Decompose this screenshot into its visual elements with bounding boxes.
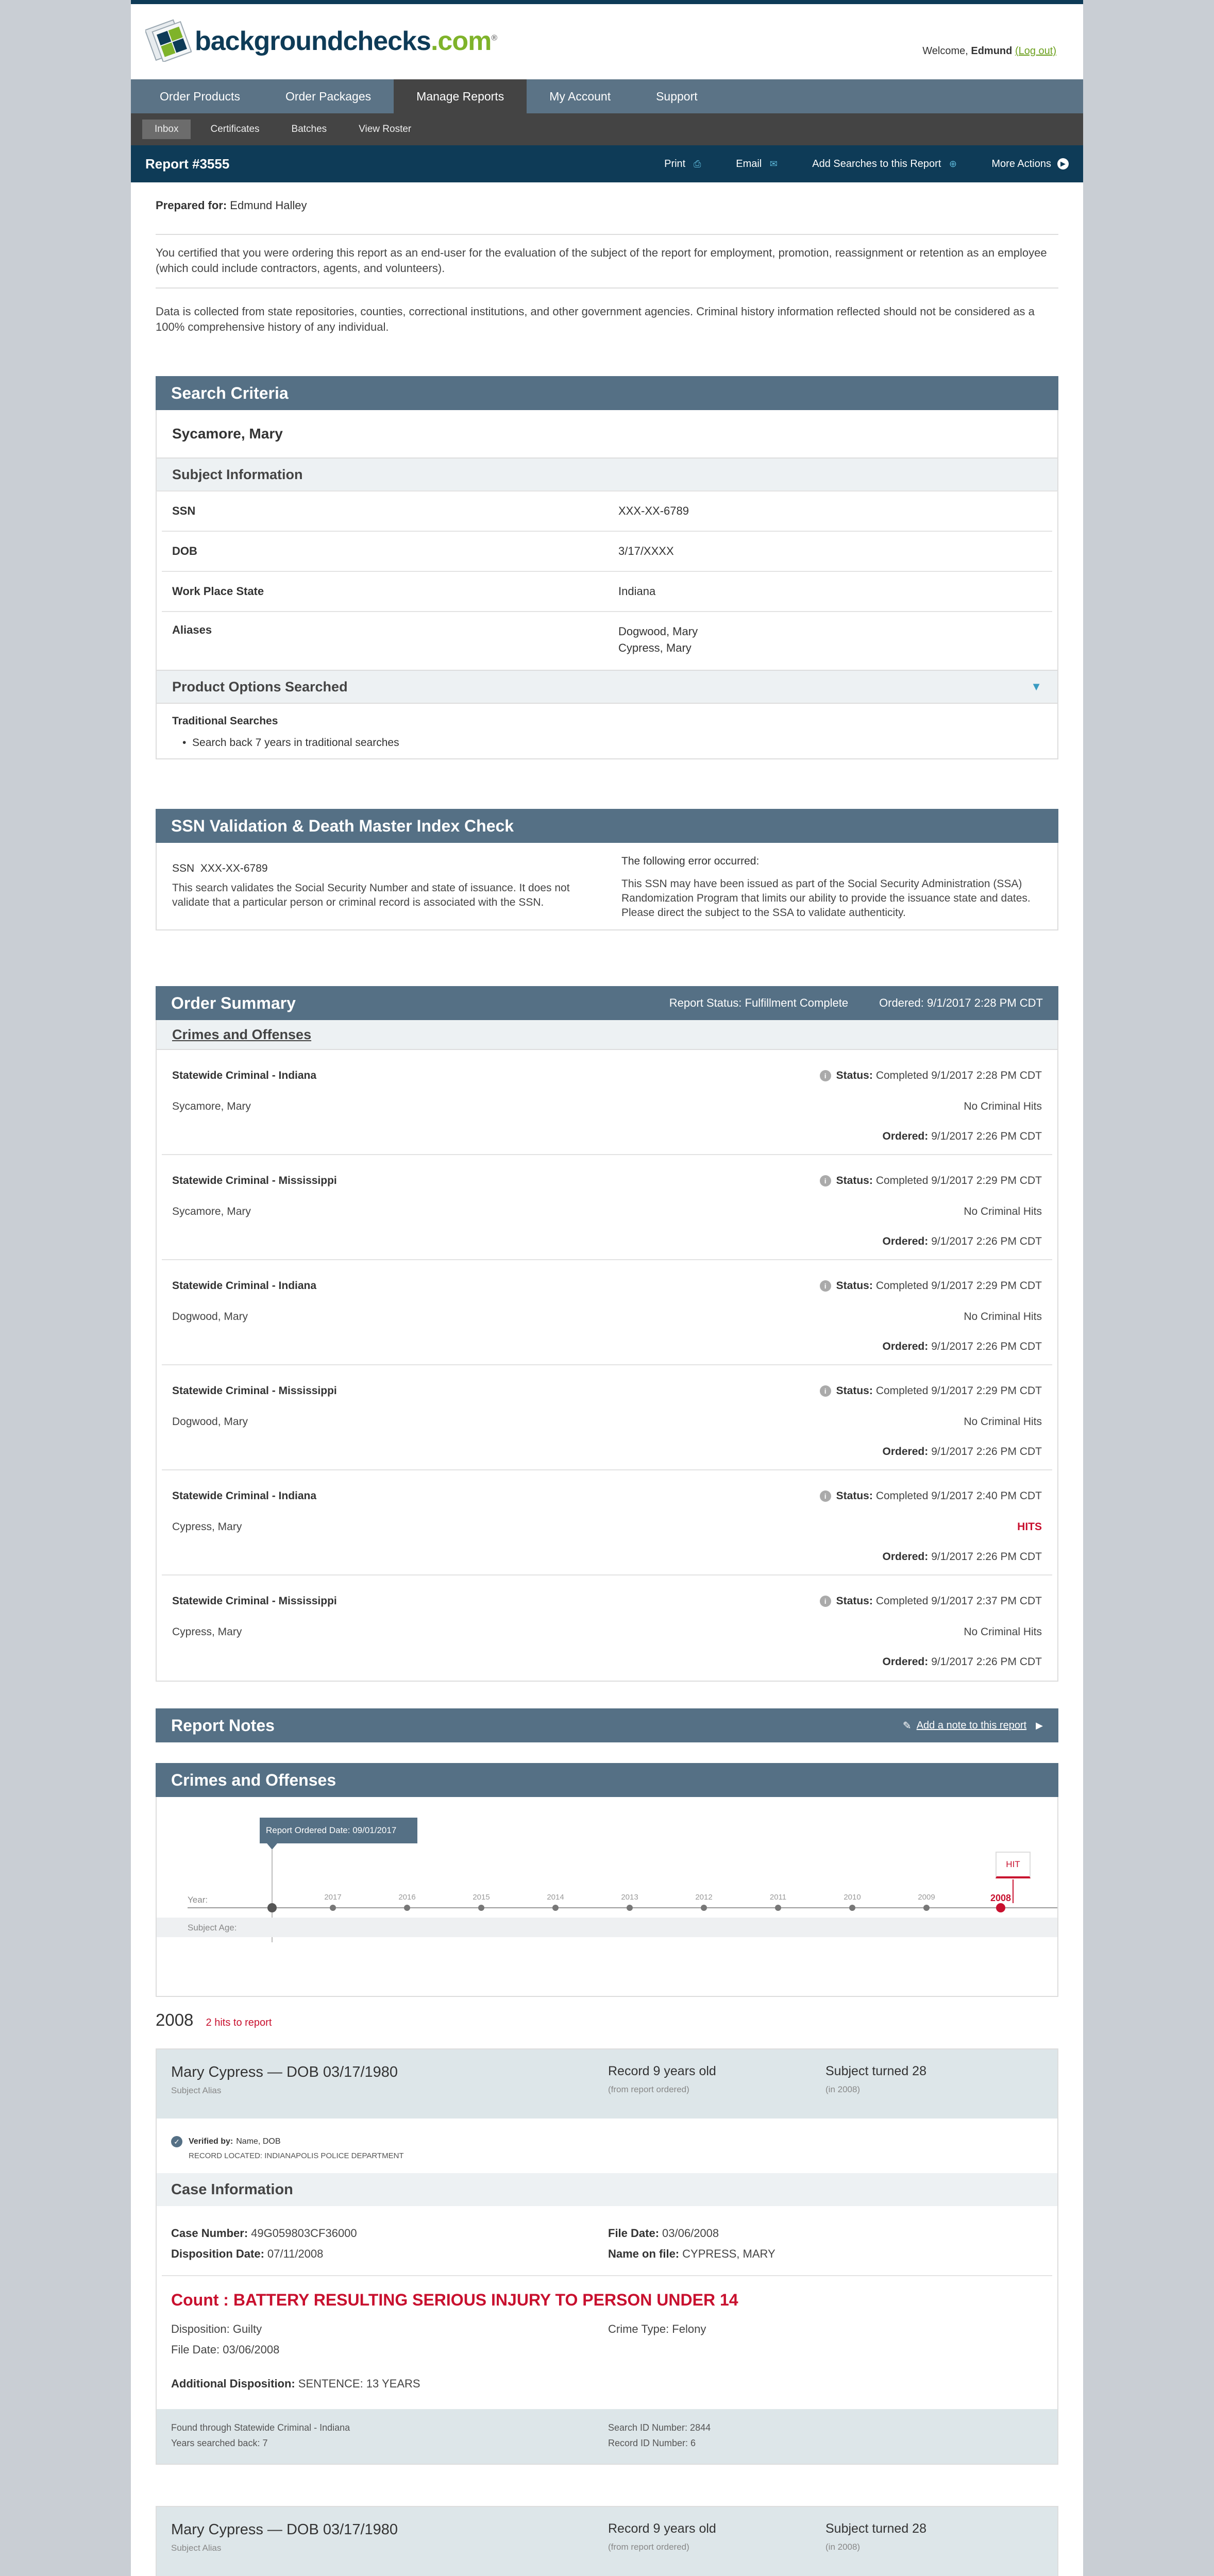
info-icon[interactable]: i — [820, 1385, 831, 1397]
year-label: Year: — [188, 1895, 208, 1905]
item-status — [820, 1175, 1042, 1187]
ssn-left — [172, 855, 621, 917]
hit-flag[interactable] — [996, 1852, 1031, 1878]
search-subject: Dogwood, Mary — [172, 1311, 248, 1323]
order-item[interactable] — [162, 1155, 1052, 1260]
info-icon[interactable]: i — [820, 1070, 831, 1081]
more-actions-label: More Actions — [991, 158, 1051, 170]
case-number-label: Case Number: — [171, 2227, 248, 2240]
order-item-list — [156, 1050, 1058, 1682]
order-summary-title: Order Summary — [171, 993, 296, 1012]
record-subject-alias: Subject Alias — [171, 2543, 222, 2553]
disposition: Disposition: Guilty — [171, 2323, 262, 2335]
subnav-view-roster[interactable]: View Roster — [359, 124, 412, 134]
year-tick-label: 2014 — [547, 1893, 564, 1902]
file-date-label: File Date: — [608, 2227, 660, 2240]
order-item[interactable] — [162, 1470, 1052, 1575]
status-label: Status: — [836, 1385, 873, 1397]
check-circle-icon: ✓ — [171, 2136, 182, 2147]
search-subject: Sycamore, Mary — [172, 1206, 251, 1217]
record-id: Record ID Number: 6 — [608, 2438, 696, 2448]
print-label: Print — [664, 158, 686, 170]
prepared-for — [156, 199, 1058, 212]
field-aliases — [162, 612, 1052, 670]
ssn-validation-heading: SSN Validation & Death Master Index Check — [156, 809, 1058, 843]
verified-by — [189, 2137, 281, 2146]
item-ordered — [883, 1130, 1042, 1143]
add-note-label: Add a note to this report — [916, 1719, 1027, 1731]
order-summary-heading — [156, 986, 1058, 1020]
alias-value: Cypress, Mary — [618, 641, 692, 654]
order-item[interactable] — [162, 1260, 1052, 1365]
ssn-description: This search validates the Social Security Number and state of issuance. It does not validate that a particular person or criminal record is associated with the SSN. — [172, 882, 570, 908]
tooltip-arrow — [267, 1843, 277, 1850]
subject-information-label: Subject Information — [172, 466, 303, 482]
disposition-date — [171, 2247, 323, 2261]
order-item[interactable] — [162, 1050, 1052, 1155]
search-name: Statewide Criminal - Mississippi — [172, 1385, 337, 1397]
years-searched-back: Years searched back: 7 — [171, 2438, 268, 2448]
brand-tld: .com — [430, 26, 492, 56]
ordered-value: 9/1/2017 2:26 PM CDT — [931, 1235, 1042, 1247]
top-line — [131, 0, 1083, 4]
product-options-toggle[interactable] — [156, 671, 1058, 704]
search-result: No Criminal Hits — [964, 1416, 1042, 1428]
subnav-batches[interactable]: Batches — [291, 124, 327, 134]
search-name: Statewide Criminal - Mississippi — [172, 1175, 337, 1187]
hit-flag-pole — [1013, 1879, 1014, 1903]
record-age-note: (from report ordered) — [608, 2084, 689, 2094]
hits-count: 2 hits to report — [206, 2017, 272, 2028]
timeline-chart — [156, 1797, 1058, 1997]
record-source — [157, 2409, 1057, 2464]
year-dot — [478, 1905, 484, 1911]
record-age: Record 9 years old — [608, 2521, 716, 2536]
name-on-file — [608, 2247, 775, 2261]
info-icon[interactable]: i — [820, 1490, 831, 1502]
report-ordered: Ordered: 9/1/2017 2:28 PM CDT — [879, 996, 1043, 1009]
preamble — [156, 199, 1058, 335]
year-tick-label: 2012 — [695, 1893, 713, 1902]
year-dot — [849, 1905, 855, 1911]
search-subject: Sycamore, Mary — [172, 1100, 251, 1112]
status-value: Completed 9/1/2017 2:40 PM CDT — [875, 1490, 1042, 1502]
status-value: Completed 9/1/2017 2:28 PM CDT — [875, 1070, 1042, 1081]
traditional-search-text: Search back 7 years in traditional searches — [192, 737, 399, 749]
nav-support[interactable]: Support — [656, 90, 698, 103]
item-status — [820, 1280, 1042, 1292]
email-button[interactable] — [736, 158, 779, 170]
field-label: SSN — [172, 504, 196, 517]
add-searches-label: Add Searches to this Report — [812, 158, 941, 170]
nav-order-packages[interactable]: Order Packages — [285, 90, 372, 103]
status-value: Completed 9/1/2017 2:29 PM CDT — [875, 1385, 1042, 1397]
logo-icon[interactable] — [145, 15, 192, 62]
disclaimer-certification: You certified that you were ordering this report as an end-user for the evaluation of the subject of the report for employment, promotion, reassignment or retention as an employee (which could include contractors, agents, and volunteers). — [156, 246, 1047, 275]
verified-label: Verified by: — [189, 2137, 233, 2146]
hit-year-dot[interactable] — [996, 1903, 1005, 1912]
criminal-record-card — [156, 2048, 1058, 2465]
subject-name: Sycamore, Mary — [172, 426, 283, 442]
ordered-value: 9/1/2017 2:26 PM CDT — [931, 1341, 1042, 1352]
record-subject-alias: Subject Alias — [171, 2086, 222, 2095]
search-name: Statewide Criminal - Indiana — [172, 1070, 317, 1081]
search-id: Search ID Number: 2844 — [608, 2422, 711, 2433]
year-dot — [775, 1905, 781, 1911]
field-value: XXX-XX-6789 — [618, 504, 689, 517]
subnav-inbox[interactable]: Inbox — [142, 120, 191, 139]
search-result: No Criminal Hits — [964, 1206, 1042, 1217]
order-item[interactable] — [162, 1575, 1052, 1681]
ordered-label: Ordered: — [882, 1656, 929, 1668]
status-value: Completed 9/1/2017 2:29 PM CDT — [875, 1280, 1042, 1292]
subject-name-box — [156, 410, 1058, 459]
disposition-date-label: Disposition Date: — [171, 2247, 264, 2260]
year-tick-label: 2017 — [324, 1893, 342, 1902]
search-result: No Criminal Hits — [964, 1311, 1042, 1323]
ssn-label: SSN — [172, 862, 195, 874]
report-notes-heading — [156, 1708, 1058, 1742]
year-dot — [701, 1905, 707, 1911]
nav-my-account[interactable]: My Account — [549, 90, 611, 103]
case-number-value: 49G059803CF36000 — [251, 2227, 357, 2240]
year-tick-label: 2011 — [769, 1893, 787, 1902]
year-section — [156, 2010, 1058, 2030]
field-value: Indiana — [618, 585, 656, 598]
ordered-date-tooltip — [260, 1818, 417, 1843]
info-icon[interactable]: i — [820, 1175, 831, 1187]
case-information-heading — [157, 2173, 1057, 2206]
status-label: Status: — [836, 1280, 873, 1292]
status-value: Completed 9/1/2017 2:29 PM CDT — [875, 1175, 1042, 1187]
report-notes-title: Report Notes — [171, 1716, 275, 1735]
search-name: Statewide Criminal - Indiana — [172, 1490, 317, 1502]
search-result: HITS — [1017, 1521, 1042, 1533]
additional-disposition-label: Additional Disposition: — [171, 2377, 295, 2390]
page — [131, 0, 1083, 2576]
add-note-link[interactable] — [903, 1719, 1043, 1732]
status-label: Status: — [836, 1175, 873, 1187]
item-status — [820, 1595, 1042, 1607]
printer-icon: ⎙ — [694, 158, 701, 169]
file-date-value: 03/06/2008 — [662, 2227, 719, 2240]
arrow-right-icon: ▶ — [1057, 158, 1069, 170]
ordered-label: Ordered: — [882, 1130, 929, 1142]
ssn-line — [172, 862, 601, 875]
subject-age-label: Subject Age: — [188, 1923, 237, 1933]
divider — [156, 287, 1058, 289]
report-bar — [131, 145, 1083, 182]
search-name: Statewide Criminal - Mississippi — [172, 1595, 337, 1607]
sub-nav — [131, 113, 1083, 145]
year-tick-label: 2016 — [398, 1893, 416, 1902]
crimes-offenses-label: Crimes and Offenses — [172, 1026, 312, 1042]
ssn-right — [621, 855, 1042, 917]
record-header — [157, 2507, 1057, 2576]
additional-disposition-value: SENTENCE: 13 YEARS — [298, 2377, 420, 2390]
item-ordered — [883, 1341, 1042, 1353]
item-status — [820, 1490, 1042, 1502]
record-age-note: (from report ordered) — [608, 2542, 689, 2552]
nav-order-products[interactable]: Order Products — [160, 90, 240, 103]
disclaimer-data: Data is collected from state repositories, counties, correctional institutions, and other government agencies. Criminal history information reflected should not be considered as a 100% comprehensive history of any individual. — [156, 305, 1035, 333]
more-actions-button[interactable] — [991, 158, 1069, 170]
search-result: No Criminal Hits — [964, 1100, 1042, 1112]
item-ordered — [883, 1551, 1042, 1563]
search-subject: Cypress, Mary — [172, 1521, 242, 1533]
logout-link[interactable]: (Log out) — [1015, 45, 1056, 57]
field-value: 3/17/XXXX — [618, 545, 674, 557]
main-nav — [131, 79, 1083, 113]
subject-turned: Subject turned 28 — [825, 2521, 926, 2536]
subnav-certificates[interactable]: Certificates — [210, 124, 260, 134]
status-label: Status: — [836, 1595, 873, 1607]
user-name: Edmund — [971, 45, 1013, 57]
ssn-validation-section — [156, 809, 1058, 930]
item-ordered — [883, 1446, 1042, 1458]
verified-block — [157, 2119, 1057, 2173]
order-item[interactable] — [162, 1365, 1052, 1470]
report-notes-section — [156, 1708, 1058, 1742]
site-header — [131, 4, 1083, 79]
info-icon[interactable]: i — [820, 1596, 831, 1607]
ssn-validation-body — [156, 843, 1058, 930]
verified-value: Name, DOB — [236, 2137, 281, 2146]
arrow-right-icon: ▶ — [1036, 1720, 1043, 1731]
ordered-label: Ordered: — [882, 1446, 929, 1458]
trademark: ® — [491, 33, 497, 43]
subject-fields — [156, 492, 1058, 671]
ordered-value: 9/1/2017 2:26 PM CDT — [931, 1551, 1042, 1563]
brand-name[interactable] — [195, 26, 497, 57]
field-label: Aliases — [172, 623, 212, 636]
status-value: Completed 9/1/2017 2:37 PM CDT — [875, 1595, 1042, 1607]
name-on-file-label: Name on file: — [608, 2247, 680, 2260]
ordered-value: 9/1/2017 2:26 PM CDT — [931, 1656, 1042, 1668]
search-name: Statewide Criminal - Indiana — [172, 1280, 317, 1292]
file-date — [608, 2227, 719, 2240]
search-criteria-section — [156, 376, 1058, 759]
ordered-value: 9/1/2017 2:26 PM CDT — [931, 1130, 1042, 1142]
search-subject: Dogwood, Mary — [172, 1416, 248, 1428]
ordered-value: 9/1/2017 2:26 PM CDT — [931, 1446, 1042, 1458]
alias-values — [618, 623, 698, 670]
ssn-error-text: This SSN may have been issued as part of the Social Security Administration (SSA) Randomization Program that limits our ability to provide the issuance state and dates. Please direct the subject to the SSA to validate authenticity. — [621, 878, 1031, 919]
subject-turned-note: (in 2008) — [825, 2542, 861, 2552]
record-subject-name: Mary Cypress — DOB 03/17/1980 — [171, 2521, 398, 2538]
field-ssn — [162, 492, 1052, 532]
hit-label: HIT — [1006, 1859, 1020, 1869]
criminal-record-card — [156, 2506, 1058, 2576]
tooltip-text: Report Ordered Date: 09/01/2017 — [266, 1825, 397, 1835]
count-title: Count : BATTERY RESULTING SERIOUS INJURY TO PERSON UNDER 14 — [171, 2291, 738, 2309]
report-status: Report Status: Fulfillment Complete — [669, 996, 849, 1009]
ordered-label: Ordered: — [882, 1235, 929, 1247]
status-label: Status: — [836, 1070, 873, 1081]
name-on-file-value: CYPRESS, MARY — [682, 2247, 775, 2260]
year-dot — [404, 1905, 410, 1911]
count-block — [157, 2276, 1057, 2409]
plus-circle-icon: ⊕ — [949, 158, 957, 169]
year-heading: 2008 — [156, 2010, 194, 2029]
welcome-text — [922, 45, 1056, 57]
record-header — [157, 2049, 1057, 2119]
print-button[interactable] — [664, 158, 703, 170]
timeline-section — [156, 1763, 1058, 1997]
add-searches-button[interactable] — [812, 158, 958, 170]
year-tick-label: 2010 — [844, 1893, 861, 1902]
year-tick-label: 2015 — [473, 1893, 490, 1902]
year-dot — [923, 1905, 930, 1911]
year-tick-label: 2013 — [621, 1893, 638, 1902]
item-status — [820, 1070, 1042, 1082]
item-status — [820, 1385, 1042, 1397]
report-title: Report #3555 — [145, 156, 230, 172]
brand-text: backgroundchecks — [195, 26, 431, 56]
search-result: No Criminal Hits — [964, 1626, 1042, 1638]
subject-turned: Subject turned 28 — [825, 2064, 926, 2078]
status-label: Status: — [836, 1490, 873, 1502]
chevron-down-icon: ▼ — [1031, 680, 1042, 693]
count-file-date: File Date: 03/06/2008 — [171, 2343, 280, 2356]
record-age: Record 9 years old — [608, 2064, 716, 2078]
info-icon[interactable]: i — [820, 1280, 831, 1292]
subject-information-heading — [156, 459, 1058, 492]
field-dob — [162, 532, 1052, 572]
prepared-name: Edmund Halley — [230, 199, 307, 212]
edit-icon: ✎ — [902, 1720, 912, 1732]
search-subject: Cypress, Mary — [172, 1626, 242, 1638]
year-tick-label: 2009 — [918, 1893, 935, 1902]
year-tick-label: 2008 — [990, 1893, 1011, 1903]
nav-manage-reports[interactable]: Manage Reports — [394, 79, 527, 113]
item-ordered — [883, 1656, 1042, 1668]
product-options-body — [156, 704, 1058, 759]
field-work-place-state — [162, 572, 1052, 612]
ordered-dot — [267, 1903, 277, 1912]
item-ordered — [883, 1235, 1042, 1248]
traditional-search-item: • Search back 7 years in traditional searches — [182, 737, 399, 749]
disposition-date-value: 07/11/2008 — [267, 2247, 324, 2260]
timeline-heading: Crimes and Offenses — [156, 1763, 1058, 1797]
record-located: RECORD LOCATED: INDIANAPOLIS POLICE DEPARTMENT — [189, 2151, 404, 2160]
field-label: DOB — [172, 545, 197, 557]
welcome-prefix: Welcome, — [922, 45, 968, 57]
year-dot — [330, 1905, 336, 1911]
ssn-error-heading: The following error occurred: — [621, 855, 760, 867]
envelope-icon: ✉ — [769, 158, 778, 169]
additional-disposition — [171, 2377, 420, 2391]
subject-turned-note: (in 2008) — [825, 2084, 861, 2094]
case-fields — [162, 2206, 1052, 2276]
ordered-label: Ordered: — [882, 1341, 929, 1352]
ssn-value: XXX-XX-6789 — [200, 862, 268, 874]
product-options-label: Product Options Searched — [172, 679, 348, 694]
search-criteria-heading: Search Criteria — [156, 376, 1058, 410]
year-dot — [552, 1905, 559, 1911]
crime-type: Crime Type: Felony — [608, 2323, 706, 2335]
case-information-label: Case Information — [171, 2181, 293, 2198]
case-number — [171, 2227, 357, 2240]
order-summary-section — [156, 986, 1058, 1682]
ordered-label: Ordered: — [882, 1551, 929, 1563]
record-subject-name: Mary Cypress — DOB 03/17/1980 — [171, 2064, 398, 2080]
prepared-label: Prepared for: — [156, 199, 227, 212]
year-dot — [627, 1905, 633, 1911]
found-through: Found through Statewide Criminal - Indiana — [171, 2422, 350, 2433]
age-band — [157, 1918, 1057, 1937]
field-label: Work Place State — [172, 585, 264, 598]
alias-value: Dogwood, Mary — [618, 625, 698, 638]
email-label: Email — [736, 158, 762, 170]
traditional-searches-heading: Traditional Searches — [172, 715, 278, 727]
divider — [156, 234, 1058, 235]
crimes-offenses-subheading — [156, 1020, 1058, 1050]
